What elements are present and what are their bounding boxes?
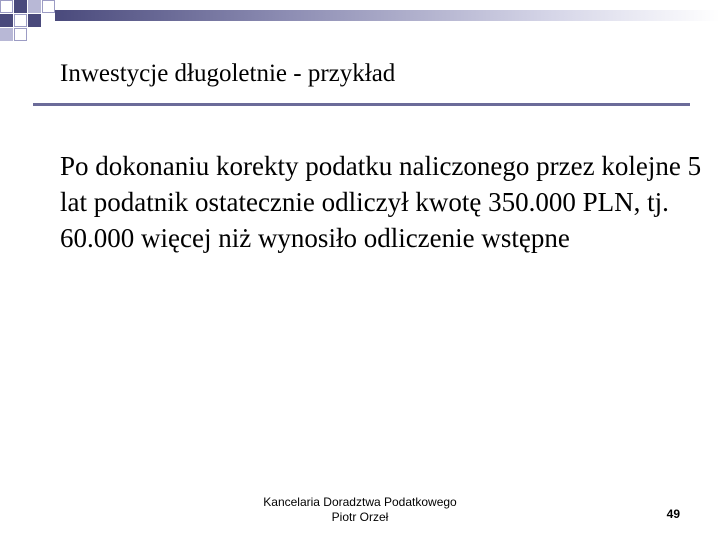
decor-square: [28, 0, 41, 13]
footer-name: Piotr Orzeł: [331, 510, 389, 524]
decor-square: [14, 0, 27, 13]
decor-square: [28, 14, 41, 27]
decor-square: [0, 28, 13, 41]
decor-square: [14, 28, 27, 41]
decor-square: [14, 14, 27, 27]
page-number: 49: [666, 507, 680, 521]
decor-square: [0, 0, 13, 13]
footer-company: Kancelaria Doradztwa Podatkowego: [263, 495, 457, 509]
decor-square: [42, 0, 55, 13]
footer-author: [240, 495, 480, 525]
slide-title: Inwestycje długoletnie - przykład: [60, 60, 396, 87]
decor-square: [0, 14, 13, 27]
slide-body-text: Po dokonaniu korekty podatku naliczonego przez kolejne 5 lat podatnik ostatecznie odliczył kwotę 350.000 PLN, tj. 60.000 więcej niż wynosiło odliczenie wstępne: [60, 151, 702, 253]
title-divider: [33, 103, 690, 106]
decor-top-bar: [55, 10, 720, 21]
